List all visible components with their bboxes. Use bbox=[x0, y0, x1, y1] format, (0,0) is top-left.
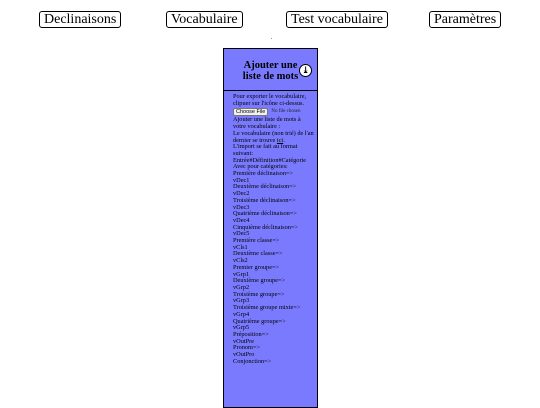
category-line: Deuxième déclinaison=> bbox=[233, 183, 297, 191]
category-line: vDec3 bbox=[233, 203, 250, 211]
category-line: vDec2 bbox=[233, 190, 250, 198]
category-line: Quatrième groupe=> bbox=[233, 317, 286, 325]
file-input[interactable] bbox=[233, 108, 314, 116]
category-line: Pronom=> bbox=[233, 344, 261, 352]
choose-file-button[interactable]: Choose File bbox=[233, 108, 268, 116]
category-line: Cinquième déclinaison=> bbox=[233, 223, 298, 231]
category-line: vGrp3 bbox=[233, 297, 250, 305]
export-instructions: Pour exporter le vocabulaire, clipuer sur l'icône ci-dessus. bbox=[233, 93, 307, 107]
category-line: Deuxième classe=> bbox=[233, 250, 283, 258]
category-line: vCls2 bbox=[233, 257, 248, 265]
category-line: Troisième déclinaison=> bbox=[233, 196, 296, 204]
categories-intro: Avec pour catégories: bbox=[233, 163, 288, 171]
category-line: vGrp1 bbox=[233, 270, 250, 278]
category-line: Conjonction=> bbox=[233, 357, 272, 365]
nav-test-vocabulaire-button[interactable]: Test vocabulaire bbox=[286, 11, 388, 28]
panel-header bbox=[224, 49, 317, 91]
file-status: No file chosen bbox=[271, 109, 301, 115]
add-word-list-panel bbox=[223, 48, 318, 408]
category-line: vDec5 bbox=[233, 230, 250, 238]
category-line: vOutPre bbox=[233, 337, 254, 345]
category-line: Premier groupe=> bbox=[233, 263, 280, 271]
last-year-link[interactable]: ici bbox=[276, 136, 284, 144]
import-format-line: Entrée#Définition#Catégorie bbox=[233, 156, 307, 164]
category-line: Deuxième groupe=> bbox=[233, 277, 286, 285]
category-line: Première classe=> bbox=[233, 237, 280, 245]
panel-title: Ajouter une liste de mots bbox=[242, 60, 299, 82]
add-instructions: Ajouter une liste de mots à votre vocabulaire : bbox=[233, 116, 301, 131]
last-year-note bbox=[233, 131, 314, 144]
category-line: vDec1 bbox=[233, 176, 250, 184]
category-line: vGrp2 bbox=[233, 283, 250, 291]
nav-vocabulaire-button[interactable]: Vocabulaire bbox=[166, 11, 243, 28]
category-line: vCls1 bbox=[233, 243, 248, 251]
category-line: Première déclinaison=> bbox=[233, 170, 294, 178]
download-icon[interactable]: ⤓ bbox=[299, 64, 312, 77]
category-line: Troisième groupe mixte=> bbox=[233, 304, 301, 312]
category-line: Quatrième déclinaison=> bbox=[233, 210, 297, 218]
category-list bbox=[233, 171, 314, 365]
category-line: Troisième groupe=> bbox=[233, 290, 285, 298]
decorative-dot bbox=[271, 38, 272, 39]
category-line: vDec4 bbox=[233, 216, 250, 224]
category-line: vOutPro bbox=[233, 351, 255, 359]
category-line: vGrp5 bbox=[233, 324, 250, 332]
nav-parametres-button[interactable]: Paramètres bbox=[429, 11, 501, 28]
import-format-label: L'import se fait au format suivant: bbox=[233, 143, 298, 157]
last-year-text: Le vocabulaire (non trié) de l'an dernier se trouve bbox=[233, 129, 314, 144]
category-line: vGrp4 bbox=[233, 310, 250, 318]
nav-declinaisons-button[interactable]: Declinaisons bbox=[39, 11, 121, 28]
last-year-suffix: . bbox=[283, 136, 285, 144]
panel-body bbox=[224, 91, 317, 365]
category-line: Préposition=> bbox=[233, 330, 269, 338]
